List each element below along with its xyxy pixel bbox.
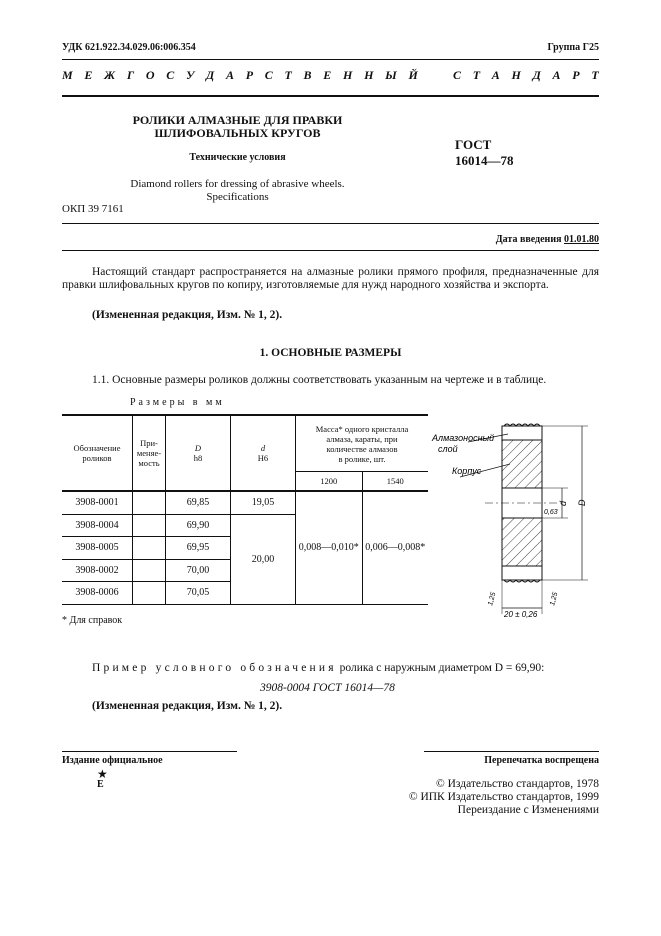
cell-D: 70,05 (166, 582, 231, 605)
banner-letter: Е (84, 68, 93, 82)
banner-letter: Т (591, 68, 599, 82)
header-D-tolerance: h8 (193, 453, 203, 463)
banner-letter: О (145, 68, 155, 82)
udk-code: УДК 621.922.34.029.06:006.354 (62, 42, 196, 53)
label-diamond-line-1: Алмазоносный (432, 433, 495, 443)
diamond-layer-bottom (502, 566, 542, 580)
header-usage-line-3: мость (138, 458, 160, 468)
roughness-label: 0,63 (544, 509, 558, 516)
header-inner-diameter (231, 415, 296, 491)
banner-letter: С (166, 68, 175, 82)
header-mass-line-3: количестве алмазов (326, 443, 398, 454)
section-heading: 1. ОСНОВНЫЕ РАЗМЕРЫ (259, 347, 402, 359)
group-code: Группа Г25 (547, 42, 599, 53)
banner-letter: Д (206, 68, 215, 82)
title-line-1: РОЛИКИ АЛМАЗНЫЕ ДЛЯ ПРАВКИ (132, 113, 343, 127)
table-header-row (62, 415, 428, 472)
header-d-symbol: d (260, 443, 266, 453)
header-usage-line-2: меняе- (136, 448, 162, 458)
label-diamond-line-2: слой (438, 444, 458, 454)
intro-paragraph: Настоящий стандарт распространяется на алмазные ролики прямого профиля, предназначенные для правки шлифовальных кругов по копиру, изготовляемые для нужд народного хозяйства и экспорта. (62, 266, 599, 291)
example-spaced-text: Пример условного обозначения (92, 662, 337, 674)
banner-letter: А (491, 68, 500, 82)
english-title (100, 178, 375, 204)
cell-designation: 3908-0006 (62, 582, 133, 605)
banner-letter: М (62, 68, 73, 82)
table-row (62, 491, 428, 514)
gost-code: 16014—78 (455, 153, 514, 168)
cell-D: 69,85 (166, 491, 231, 514)
example-edition-note: (Измененная редакция, Изм. № 1, 2). (92, 700, 283, 712)
banner-rule (62, 95, 599, 97)
publisher-1978: © Издательство стандартов, 1978 (435, 778, 599, 790)
intro-edition-note: (Измененная редакция, Изм. № 1, 2). (92, 309, 283, 321)
cell-designation: 3908-0002 (62, 559, 133, 582)
document-subtitle: Технические условия (189, 152, 286, 163)
dim-chamfer-right: 1,25 (549, 591, 560, 607)
banner-letter: У (185, 68, 195, 82)
effective-date (496, 234, 599, 245)
header-mass-line-2: алмаза, караты, при (326, 433, 398, 444)
banner-letter: Н (511, 68, 521, 82)
cell-d: 20,00 (231, 514, 296, 604)
cell-designation: 3908-0005 (62, 537, 133, 560)
banner-letter: Р (572, 68, 580, 82)
publisher-1999: © ИПК Издательство стандартов, 1999 (408, 791, 599, 803)
header-mass-line-1: Масса* одного кристалла (315, 423, 409, 434)
cell-D: 69,95 (166, 537, 231, 560)
banner-letter: В (303, 68, 312, 82)
banner-letter: Р (245, 68, 254, 82)
designation-example (92, 662, 544, 674)
banner-letter: Ж (104, 68, 116, 82)
label-body: Корпус (452, 466, 482, 476)
banner-letter: С (453, 68, 462, 82)
gost-label: ГОСТ (455, 137, 492, 152)
title-line-2: ШЛИФОВАЛЬНЫХ КРУГОВ (154, 126, 321, 140)
gost-number (455, 137, 514, 169)
cell-D: 69,90 (166, 514, 231, 537)
top-rule (62, 59, 599, 60)
body-bottom (502, 518, 542, 566)
banner-letter: Н (364, 68, 374, 82)
dim-chamfer-left: 1,25 (487, 591, 498, 607)
standard-banner (62, 68, 599, 83)
banner-letter: Ы (385, 68, 397, 82)
dimensions-caption: Размеры в мм (130, 397, 225, 408)
banner-letter: Н (343, 68, 353, 82)
banner-letter: С (264, 68, 273, 82)
title-rule (62, 223, 599, 224)
cell-usage (133, 514, 166, 537)
roller-drawing (430, 414, 610, 624)
dim-D-label: D (577, 499, 587, 506)
header-count-1540: 1540 (362, 472, 428, 492)
english-title-line-1: Diamond rollers for dressing of abrasive wheels. (130, 178, 345, 190)
header-designation (62, 415, 133, 491)
header-mass (296, 415, 429, 472)
example-code: 3908-0004 ГОСТ 16014—78 (260, 682, 395, 694)
official-edition: Издание официальное (62, 755, 163, 766)
reprint-notice: Перепечатка воспрещена (484, 755, 599, 766)
header-usage (133, 415, 166, 491)
footer-rule-right (424, 751, 599, 752)
header-d-tolerance: H6 (257, 453, 269, 463)
cell-designation: 3908-0001 (62, 491, 133, 514)
footer-rule-left (62, 751, 237, 752)
star-icon: ★ (97, 767, 108, 781)
date-label: Дата введения (495, 234, 564, 245)
banner-letter: А (552, 68, 561, 82)
diamond-grains-top (504, 424, 540, 426)
banner-letter: Е (323, 68, 332, 82)
header-mass-line-4: в ролике, шт. (338, 453, 386, 464)
header-designation-line-2: роликов (82, 453, 112, 463)
cell-usage (133, 491, 166, 514)
banner-letter: А (225, 68, 234, 82)
reissue-note: Переиздание с Изменениями (457, 804, 599, 816)
cell-usage (133, 559, 166, 582)
banner-letter: Д (532, 68, 541, 82)
header-outer-diameter (166, 415, 231, 491)
dimensions-table (62, 414, 428, 605)
diamond-layer-top (502, 426, 542, 440)
example-rest-text: ролика с наружным диаметром D = 69,90: (336, 662, 545, 674)
cell-mass-1200: 0,008—0,010* (296, 491, 363, 604)
okp-code: ОКП 39 7161 (62, 203, 124, 215)
cell-usage (133, 537, 166, 560)
cell-D: 70,00 (166, 559, 231, 582)
body-top (502, 440, 542, 488)
table-footnote: * Для справок (62, 615, 123, 626)
cell-designation: 3908-0004 (62, 514, 133, 537)
cell-d: 19,05 (231, 491, 296, 514)
header-designation-line-1: Обозначение (73, 443, 121, 453)
dim-width-label: 20 ± 0,26 (504, 610, 538, 619)
header-count-1200: 1200 (296, 472, 363, 492)
edition-letter: Е (97, 779, 104, 790)
date-value: 01.01.80 (564, 234, 599, 245)
dim-d-label: d (558, 500, 568, 506)
header-usage-line-1: При- (140, 438, 158, 448)
clause-1-1: 1.1. Основные размеры роликов должны соответствовать указанным на чертеже и в таблице. (92, 374, 547, 386)
date-rule (62, 250, 599, 251)
banner-letter: Т (472, 68, 481, 82)
document-title (110, 114, 365, 140)
cell-mass-1540: 0,006—0,008* (362, 491, 428, 604)
header-D-symbol: D (194, 443, 202, 453)
cell-usage (133, 582, 166, 605)
diamond-grains-bottom (504, 580, 540, 582)
english-title-line-2: Specifications (206, 191, 269, 203)
banner-letter: Т (284, 68, 292, 82)
banner-letter: Г (126, 68, 135, 82)
banner-letter: Й (408, 68, 418, 82)
